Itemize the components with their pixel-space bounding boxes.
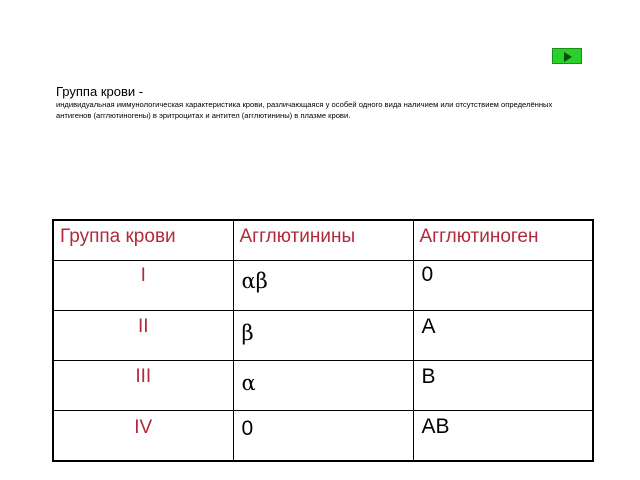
blood-group-table [52, 219, 594, 462]
table-row [53, 261, 593, 311]
cell-agglutinins: β [233, 311, 413, 361]
cell-group: I [53, 261, 233, 311]
table-row [53, 311, 593, 361]
table-row [53, 361, 593, 411]
cell-group: IV [53, 411, 233, 462]
cell-agglutinins: α [233, 361, 413, 411]
cell-agglutinogen: 0 [413, 261, 593, 311]
play-icon [564, 52, 572, 62]
cell-agglutinogen: В [413, 361, 593, 411]
definition-text: индивидуальная иммунологическая характеристика крови, различающаяся у особей одного вида наличием или отсутствием определённых антигенов (агглютиногены) в эритроцитах и антител (агглютинины) в плазме крови. [56, 100, 553, 120]
cell-agglutinogen: А [413, 311, 593, 361]
header-agglutinins: Агглютинины [233, 220, 413, 261]
cell-agglutinogen: АВ [413, 411, 593, 462]
table-row [53, 411, 593, 462]
cell-agglutinins: αβ [233, 261, 413, 311]
cell-group: III [53, 361, 233, 411]
header-blood-group: Группа крови [53, 220, 233, 261]
table-header-row [53, 220, 593, 261]
slide-title: Группа крови - [56, 84, 144, 99]
next-slide-button[interactable] [552, 48, 582, 64]
cell-agglutinins: 0 [233, 411, 413, 462]
cell-group: II [53, 311, 233, 361]
header-agglutinogen: Агглютиноген [413, 220, 593, 261]
